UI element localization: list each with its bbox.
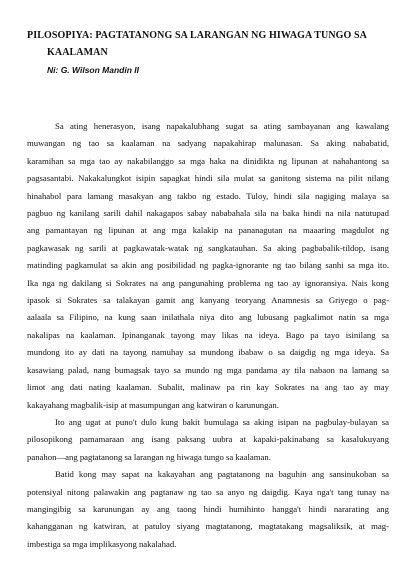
text-line: kahangganan ng katwiran, at patuloy siyang magtatanong, magtatakang magsaliksik, at mag- <box>27 521 389 532</box>
paragraph <box>27 414 389 466</box>
title-line-1: PILOSOPIYA: PAGTATANONG SA LARANGAN NG HIWAGA TUNGO SA <box>27 30 367 41</box>
text-line: panahon—ang pagtatanong sa larangan ng hiwaga tungo sa kaalaman. <box>27 451 271 462</box>
document-body <box>27 118 389 553</box>
text-line: mangingibig sa karunungan ay ang taong hindi humihinto hangga't hindi nararating ang <box>27 503 389 514</box>
paragraph <box>27 466 389 553</box>
text-line: nakalipas na kaalaman. Ipinanganak tayong may likas na ideya. Bago pa tayo isinilang sa <box>27 329 389 340</box>
document-title <box>27 27 397 61</box>
text-line: ipasok si Sokrates sa talakayan gamit ang kanyang teoryang Anamnesis sa Griyego o pag- <box>27 295 389 306</box>
text-line: karamihan sa mga tao ay nakabilanggo sa mga haka na dinidikta ng lipunan at nahahantong sa <box>27 155 389 166</box>
text-line: pagbuo ng kanilang sarili dahil nakagapos sabay nababahala sila na baka hindi na nila natutupad <box>27 208 389 219</box>
text-line: ang pamantayan ng lipunan at ang mga kalakip na pananagutan na maaaring magdulot ng <box>27 225 389 236</box>
text-line: muwangan ng tao sa kaalaman na sadyang napakahirap malunasan. Sa aking nababatid, <box>27 138 389 149</box>
text-line: Batid kong may sapat na kakayahan ang pagtatanong na baguhin ang sansinukoban sa <box>55 469 389 480</box>
text-line: Ika nga ng dakilang si Sokrates na ang pangunahing problema ng tao ay ignoransiya. Nais kong <box>27 277 389 288</box>
text-line: kakayahang magbalik-isip at masumpungan ang katwiran o karunungan. <box>27 399 279 410</box>
text-line: aalaala sa Filipino, na kung saan inilathala niya dito ang lubusang pagkalimot natin sa mga <box>27 312 389 323</box>
text-line: pagkawasak ng sarili at pagkawatak-watak ng sangkatauhan. Sa aking pagbabalik-tildop, isang <box>27 242 389 253</box>
title-line-2: KAALAMAN <box>47 47 108 58</box>
author-byline: Ni: G. Wilson Mandin II <box>47 65 140 75</box>
text-line: kasawiang palad, nang bumagsak tayo sa mundo ng mga pandama ay tila nabaon na lamang sa <box>27 364 389 375</box>
text-line: pagsasantabi. Nakakalungkot isipin sapagkat hindi sila mulat sa ganitong sistema na pilit nilang <box>27 173 389 184</box>
text-line: mundong ito ay dati na tayong namuhay sa mundong ibabaw o sa daigdig ng mga ideya. Sa <box>27 347 389 358</box>
text-line: Ito ang ugat at puno't dulo kung bakit bumulaga sa aking isipan na pagbulay-bulayan sa <box>55 416 389 427</box>
text-line: pilosopikong pamamaraan ang isang paksang uubra at kapaki-pakinabang sa kasalukuyang <box>27 434 389 445</box>
text-line: limot ang dati nating kaalaman. Subalit, malinaw pa rin kay Sokrates na ang tao ay may <box>27 382 389 393</box>
paragraph <box>27 118 389 414</box>
text-line: hinahabol para lamang masakyan ang takbo ng estado. Tuloy, hindi sila nagiging malaya sa <box>27 190 389 201</box>
text-line: imbestiga sa mga implikasyong nakalahad. <box>27 538 177 549</box>
text-line: Sa ating henerasyon, isang napakalubhang sugat sa ating sambayanan ang kawalang <box>55 121 389 131</box>
text-line: matinding pagkamulat sa akin ang posibilidad ng pagka-ignorante ng tao bilang sanhi sa mga ito. <box>27 260 389 271</box>
text-line: potensiyal nitong palawakin ang pagtanaw ng tao sa anyo ng daigdig. Kaya nga't tang tunay na <box>27 486 389 497</box>
